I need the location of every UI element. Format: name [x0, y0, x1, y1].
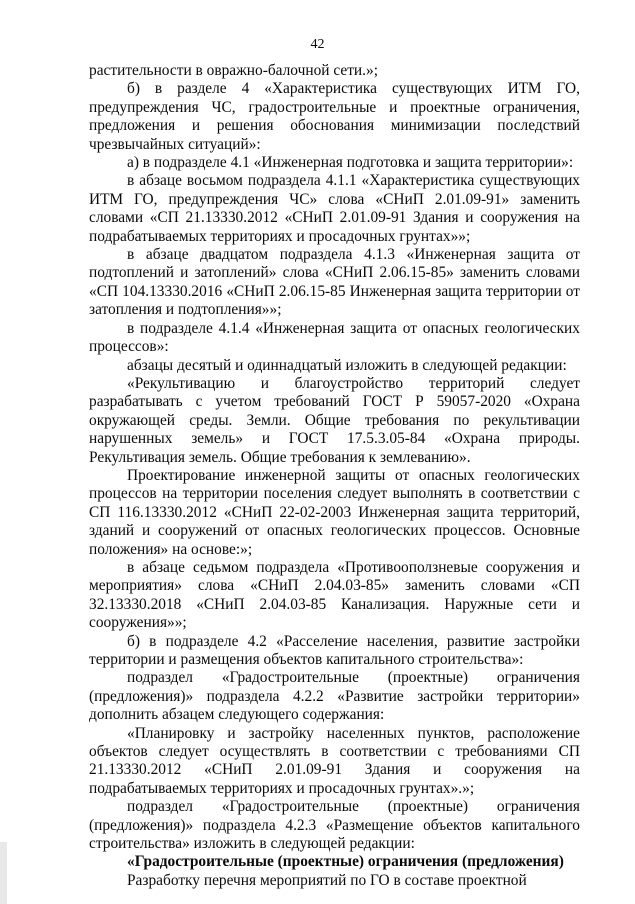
paragraph: подраздел «Градостроительные (проектные) ограничения (предложения)» подраздела 4.2.3 «Размещение объектов капитального строительства» изложить в следующей редакции:: [89, 798, 580, 853]
body-text: [89, 62, 580, 890]
paragraph: в абзаце восьмом подраздела 4.1.1 «Характеристика существующих ИТМ ГО, предупреждения ЧС» слова «СНиП 2.01.09-91» заменить словами «СП 21.13330.2012 «СНиП 2.01.09-91 Здания и сооружения на подрабатываемых территориях и просадочных грунтах»»;: [89, 172, 580, 245]
paragraph: б) в разделе 4 «Характеристика существующих ИТМ ГО, предупреждения ЧС, градостроительные и проектные ограничения, предложения и решения обоснования минимизации последствий чрезвычайных ситуаций»:: [89, 80, 580, 153]
paragraph: «Градостроительные (проектные) ограничения (предложения): [127, 853, 564, 871]
paragraph: а) в подразделе 4.1 «Инженерная подготовка и защита территории»:: [127, 154, 574, 172]
paragraph: «Планировку и застройку населенных пунктов, расположение объектов следует осуществлять в соответствии с требованиями СП 21.13330.2012 «СНиП 2.01.09-91 Здания и сооружения на подрабатываемых территориях и просадочных грунтах».»;: [89, 724, 580, 797]
paragraph: в подразделе 4.1.4 «Инженерная защита от опасных геологических процессов»:: [89, 319, 580, 356]
paragraph: подраздел «Градостроительные (проектные) ограничения (предложения)» подраздела 4.2.2 «Развитие застройки территории» дополнить абзацем следующего содержания:: [89, 669, 580, 724]
paragraph: абзацы десятый и одиннадцатый изложить в следующей редакции:: [127, 356, 567, 374]
paragraph: «Рекультивацию и благоустройство территорий следует разрабатывать с учетом требований ГОСТ Р 59057-2020 «Охрана окружающей среды. Земли. Общие требования по рекультивации нарушенных земель» и ГОСТ 17.5.3.05-84 «Охрана природы. Рекультивация земель. Общие требования к землеванию».: [89, 374, 580, 466]
paragraph: Проектирование инженерной защиты от опасных геологических процессов на территории поселения следует выполнять в соответствии с СП 116.13330.2012 «СНиП 22-02-2003 Инженерная защита территорий, зданий и сооружений от опасных геологических процессов. Основные положения» на основе:»;: [89, 466, 580, 558]
paragraph: Разработку перечня мероприятий по ГО в составе проектной: [127, 871, 527, 889]
paragraph: в абзаце двадцатом подраздела 4.1.3 «Инженерная защита от подтоплений и затоплений» слова «СНиП 2.06.15-85» заменить словами «СП 104.13330.2016 «СНиП 2.06.15-85 Инженерная защита территории от затопления и подтопления»»;: [89, 246, 580, 319]
paragraph: в абзаце седьмом подраздела «Противооползневые сооружения и мероприятия» слова «СНиП 2.04.03-85» заменить словами «СП 32.13330.2018 «СНиП 2.04.03-85 Канализация. Наружные сети и сооружения»»;: [89, 558, 580, 632]
paragraph: б) в подразделе 4.2 «Расселение населения, развитие застройки территории и размещения объектов капитального строительства»:: [89, 632, 580, 668]
paragraph: растительности в овражно-балочной сети.»;: [89, 62, 378, 79]
scan-margin-mark: [0, 842, 7, 904]
page-number: 42: [310, 37, 325, 52]
